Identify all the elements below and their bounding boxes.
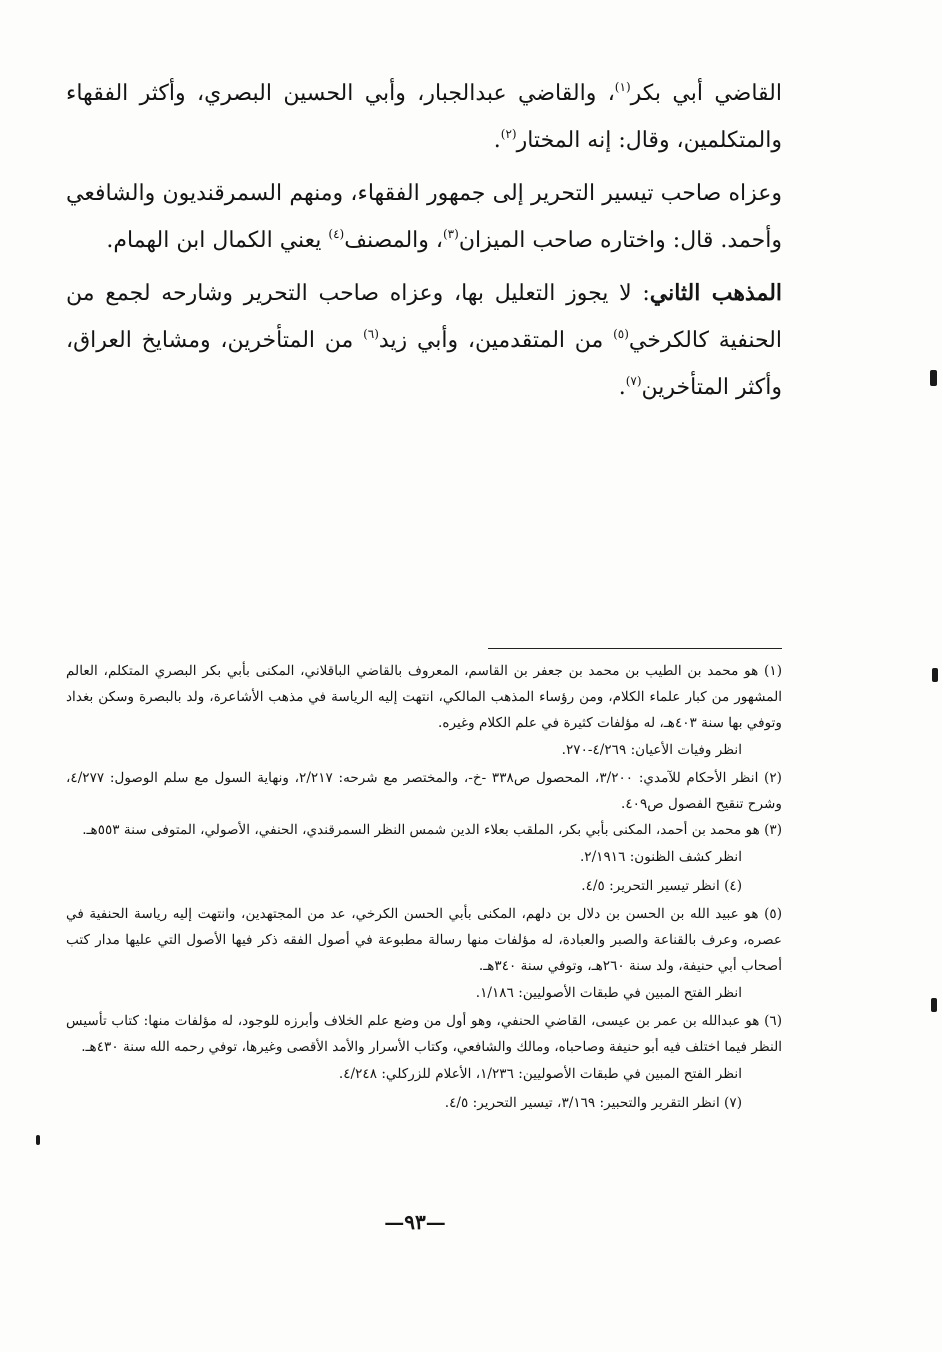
footnote-ref-5[interactable]: (٥) (613, 327, 629, 341)
footnote-ref-2[interactable]: (٢) (500, 127, 517, 141)
text-run: من المتأخرين، ومشايخ العراق، وأكثر المتأخرين (66, 328, 782, 400)
scan-speck (36, 1135, 40, 1145)
footnote-ref-4[interactable]: (٤) (328, 227, 345, 241)
scan-speck (932, 668, 938, 682)
text-run: القاضي أبي بكر (630, 81, 782, 106)
footnote-ref-1[interactable]: (١) (614, 80, 631, 94)
footnote-5-source: انظر الفتح المبين في طبقات الأصوليين: ١/١٨٦. (475, 985, 742, 1001)
text-run: يعني الكمال ابن الهمام. (106, 228, 329, 253)
footnote-4: (٤) انظر تيسير التحرير: ٤/٥. (581, 878, 742, 894)
footnote-6-source: انظر الفتح المبين في طبقات الأصوليين: ١/٢٣٦، الأعلام للزركلي: ٤/٢٤٨. (338, 1066, 742, 1082)
scan-speck (931, 998, 937, 1012)
footnote-divider (488, 648, 782, 649)
page (66, 70, 783, 1111)
scan-speck (930, 370, 937, 386)
text-run: . (493, 128, 501, 153)
footnote-6: (٦) هو عبدالله بن عمر بن عيسى، القاضي الحنفي، وهو أول من وضع علم الخلاف وأبرزه للوجود، له مؤلفات منها: كتاب تأسيس النظر فيما اختلف فيه أبو حنيفة وصاحباه، ومالك والشافعي، وكتاب الأسرار والأمد الأقصى وغيرها، توفي رحمه الله سنة ٤٣٠هـ. (66, 1013, 782, 1055)
footnote-5: (٥) هو عبيد الله بن الحسن بن دلال بن دلهم، المكنى بأبي الحسن الكرخي، عد من المجتهدين، وانتهت إليه رياسة الحنفية في عصره، وعرف بالقناعة والصبر والعبادة، له مؤلفات منها رسالة مطبوعة في أصول الفقه ذكر فيها الأصول التي عليها مدار كتب أصحاب أبي حنيفة، ولد سنة ٢٦٠هـ، وتوفي سنة ٣٤٠هـ. (66, 906, 782, 974)
main-text (66, 70, 782, 411)
paragraph-1 (66, 70, 782, 164)
footnote-3-source: انظر كشف الظنون: ٢/١٩١٦. (579, 849, 742, 865)
text-run: : لا يجوز التعليل بها، وعزاه صاحب التحرير وشارحه لجمع من الحنفية كالكرخي (66, 281, 782, 353)
text-run: من المتقدمين، وأبي زيد (378, 328, 614, 353)
footnote-2: (٢) انظر الأحكام للآمدي: ٣/٢٠٠، المحصول ص٣٣٨ -خ-، والمختصر مع شرحه: ٢/٢١٧، ونهاية السول مع سلم الوصول: ٤/٢٧٧، وشرح تنقيح الفصول ص٤٠٩. (66, 770, 782, 812)
paragraph-2 (66, 170, 782, 264)
footnote-ref-3[interactable]: (٣) (442, 227, 459, 241)
text-run: وعزاه صاحب تيسير التحرير إلى جمهور الفقهاء، ومنهم السمرقنديون والشافعي وأحمد. قال: واختاره صاحب الميزان (66, 181, 782, 253)
footnote-3: (٣) هو محمد بن أحمد، المكنى بأبي بكر، الملقب بعلاء الدين شمس النظر السمرقندي، الحنفي، الأصولي، المتوفى سنة ٥٥٣هـ. (82, 822, 782, 838)
footnote-ref-7[interactable]: (٧) (625, 374, 642, 388)
text-run: ، والقاضي عبدالجبار، وأبي الحسين البصري، وأكثر الفقهاء والمتكلمين، وقال: إنه المختار (66, 81, 782, 153)
footnote-1: (١) هو محمد بن الطيب بن محمد بن جعفر بن القاسم، المعروف بالقاضي الباقلاني، المكنى بأبي بكر البصري المتكلم، العالم المشهور من كبار علماء الكلام، ومن رؤساء المذهب المالكي، انتهت إليه الرياسة في مذهب الأشاعرة، ولد بالبصرة وسكن بغداد وتوفي بها سنة ٤٠٣هـ، له مؤلفات كثيرة في علم الكلام وغيره. (66, 663, 783, 731)
section-heading: المذهب الثاني (649, 280, 783, 306)
paragraph-3 (66, 270, 782, 411)
text-run: . (618, 375, 626, 400)
footnotes (66, 658, 782, 1118)
text-run: ، والمصنف (344, 228, 443, 253)
footnote-1-source: انظر وفيات الأعيان: ٤/٢٦٩-٢٧٠. (561, 742, 742, 758)
page-number: —٩٣— (384, 1210, 446, 1234)
footnote-7: (٧) انظر التقرير والتحبير: ٣/١٦٩، تيسير التحرير: ٤/٥. (444, 1095, 742, 1111)
footnote-ref-6[interactable]: (٦) (363, 327, 379, 341)
